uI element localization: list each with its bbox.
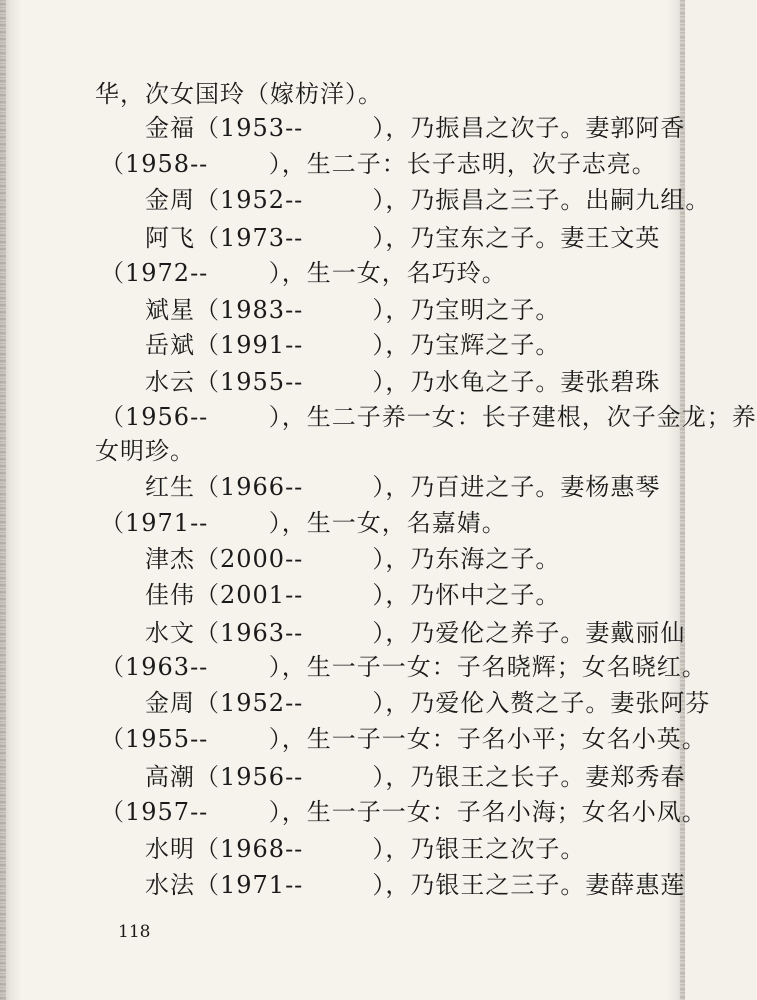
text-line-22: 水明（1968-- ），乃银王之次子。 [145,835,586,863]
text-line-16: 水文（1963-- ），乃爱伦之养子。妻戴丽仙 [145,619,686,647]
text-line-1: 华，次女国玲（嫁枋洋）。 [95,80,383,108]
text-line-6: （1972-- ），生一女，名巧玲。 [100,259,507,287]
text-line-8: 岳斌（1991-- ），乃宝辉之子。 [145,331,561,359]
text-line-21: （1957-- ），生一子一女：子名小海；女名小凤。 [100,798,707,826]
text-line-15: 佳伟（2001-- ），乃怀中之子。 [145,581,561,609]
page-right-edge [680,0,685,1000]
text-line-13: （1971-- ），生一女，名嘉婧。 [100,509,507,537]
text-line-5: 阿飞（1973-- ），乃宝东之子。妻王文英 [145,224,661,252]
text-line-10: （1956-- ），生二子养一女：长子建根，次子金龙；养 [100,403,757,431]
text-line-19: （1955-- ），生一子一女：子名小平；女名小英。 [100,725,707,753]
text-line-7: 斌星（1983-- ），乃宝明之子。 [145,296,561,324]
page-left-edge [0,0,6,1000]
text-line-2: 金福（1953-- ），乃振昌之次子。妻郭阿香 [145,114,686,142]
text-line-18: 金周（1952-- ），乃爱伦入赘之子。妻张阿芬 [145,689,711,717]
text-line-12: 红生（1966-- ），乃百进之子。妻杨惠琴 [145,473,661,501]
page-number: 118 [118,922,151,942]
text-line-11: 女明珍。 [95,437,195,465]
text-line-9: 水云（1955-- ），乃水龟之子。妻张碧珠 [145,368,661,396]
text-line-14: 津杰（2000-- ），乃东海之子。 [145,545,561,573]
text-line-23: 水法（1971-- ），乃银王之三子。妻薛惠莲 [145,871,686,899]
text-line-17: （1963-- ），生一子一女：子名晓辉；女名晓红。 [100,653,707,681]
text-line-3: （1958-- ），生二子：长子志明，次子志亮。 [100,150,657,178]
text-line-20: 高潮（1956-- ），乃银王之长子。妻郑秀春 [145,763,686,791]
text-line-4: 金周（1952-- ），乃振昌之三子。出嗣九组。 [145,186,711,214]
